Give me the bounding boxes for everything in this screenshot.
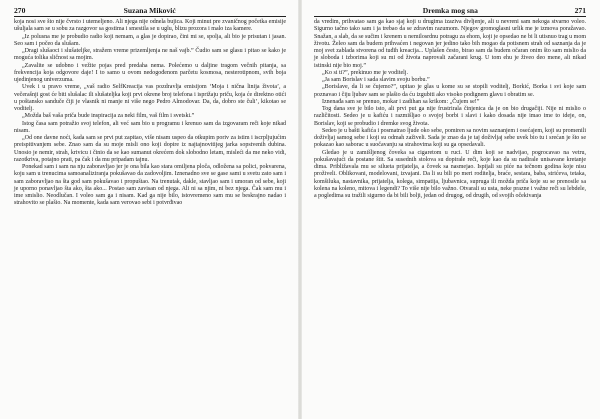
left-running-title: Suzana Miković — [123, 6, 176, 15]
paragraph: koja nosi sve što nije čvrsto i utemeljeno. Ali njega nije odnela bujica. Koji minut pre zvaničnog početka emisije ušuljala sam se u sobu za razgovor sa gostima i smestila se u uglu, blizu prozora i malo iza kamerе. — [14, 19, 286, 33]
left-body-text — [14, 19, 286, 208]
right-body-text — [314, 19, 586, 200]
paragraph: „Ja sam Borislav i sada slavim svoju borbu.” — [322, 77, 430, 83]
paragraph: „Borislave, da li se čujemo?”, upitao je glas u kome su se stopili voditelj, Borkić, Borka i svi koje sam poznavao i čiju ljubav sam se plašio da ću izgubiti ako visoko podignem glavu i obratim se. — [314, 84, 586, 98]
paragraph: Gledao je u zamišljenog čoveka sa cigaretom u ruci. U dim koji se nadvijao, pogrocavao na vetru, pokušavajući da postane štit. Sa susednih stolova su dopirale reči, koje kao da su nadirale unisavane kretanje dima. Približavala mu se silueta prijatelja, a čovek sa nasmejao. Ispijali su piće na tečnom godina koje nisu proživeli. Oblikovani, modelovani, izvajani. Da li su bili po meri roditelja, braće, sestara, baba, strićeva, tetaka, komšiluka, nastavnika, prijatelja, kolega, simpatija, ljubavnica, supruga ili možda priča koje su se prenosile sa kolena na koleno, mitova i legendi? To više nije bilo važno. Otvarali su usta, neke prazne i važne reči su lebdele, a pogledima su tražili sigurno da bi bili bolji, jedan od drugog, od drugih, od svojih očekivanja — [314, 149, 586, 199]
paragraph: „Iz polusna me je probudio radio koji nemam, a glas je dopirao, čini mi se, spolja, ali bio je prisutan i jasan. Seo sam i počeo da slušam. — [14, 33, 286, 47]
paragraph: „Zavalite se udobno i vežite pojas pred predaha nema. Polećemo u daljine tragom večnih pitanja, sa frekvencija koja odgovore daje! I to samo u ovom nedogođenom parčetu kosmosa, nesterotipnom, svih boja ujedinjenog univerzuma. — [14, 62, 286, 83]
left-running-head — [14, 6, 286, 17]
paragraph: Istog časa sam potražio svoj telefon, ali već sam bio u programu i krenuo sam da izgovaram reči koje nikad nisam. — [14, 120, 286, 134]
left-page — [0, 0, 298, 419]
right-running-head — [314, 6, 586, 17]
paragraph: Uvek i u pravo vreme, „vaš radio SelfKreacija vas pozdravlja emisijom ‘Moja i nična linija života’, a večerašnji gost će biti slušalac ili slušateljka koji prvi okrene broj telefona i isprižaju priču, koja će direktno otići u poštansko sanduče čiji je vlasnik ni manje ni više nego Pedro Almodovar. Da, da, dobro ste čuli’, kikotao se voditelj. — [14, 84, 286, 112]
right-page — [302, 0, 600, 419]
paragraph: „Možda baš vaša priča bude inspiracija za neki film, vaš film i svetski.” — [22, 113, 195, 120]
paragraph: „Od one davne noći, kada sam se prvi put zapitao, više nisam uspeo da otkupim poriv za istim i iscrpljujućim preispitivanjem sebe. Znao sam da su moje misli ono koji dopire iz najtajnovitijeg jarka sopstvenih dubina. Unosio je nemir, strah, krivicu i činio da se kao sumanut okrećem dok slobodno letam, misleći da me neko vidi, razotkriva, potajno prati, pa čak i da mu pripadam tajnu. — [14, 135, 286, 163]
right-running-title: Dremka mog sna — [422, 6, 478, 15]
paragraph: Tog dana sve je bilo isto, ali prvi put ga nije frustrirala činjenica da je on bio drugačiji. Nije ni mislio o različitosti. Sedeo je u kafiću i razmišljao o svojoj borbi i slavi i kako dosada nije imao ime to ideje, on, Borislav, koji se probudio i dremke svog života. — [314, 106, 586, 127]
paragraph: „Dragi slušaoci i slušateljke, stražem vreme prizemljenja ne naš vajb.” Čudio sam se glasu i pitao se kako je moguća tolika sličnost sa mojim. — [14, 48, 286, 62]
paragraph: da vredim, prihvatao sam ga kao sjaj koji u drugima izaziva divljenje, ali u nevreni sam nekoga stvarno voleo. Sigurno tačno tako sam i ja trebao da se zdravim razumom. Njegov gromoglasni urlik me je izmova poražavao. Snažan, a slab, da se sučim i krenem u nemilosrdnu potragu za ehom, koji je opsedao ne bi li utisnuo trag u mom životu. Želeo sam da budem prihvaćen i negovan jer jedino tako bih mogao da potisnem strah od saznanja da je moj svet zablada stvorena od tuđih kreacija... Uplašen često, birao sam da budem očaran onim što sam mislio da je sloboda i izborima koji su mi od života naprovali začarani krug. U tom ehu je živeo deo mene, ali nikad istinski nije bio moj.” — [314, 19, 586, 69]
paragraph: Sedeo je u baštі kafića i posmatrao ljude oko sebe, pomiren sa novim saznanjem i osećajem, koji su promenili doživljaj samog sebe i koji su odmah zaživeli. Sada je znao da je taj doživljaj sebe uvek bio tu i srećan je što se pokazao kao saborac u suočavanju sa strahovima koji su ga opsedavali. — [314, 127, 586, 149]
paragraph: Ponekad sam i sam na nju zaboravljao jer je ona bila kao stara omiljena ploča, odložena sa polici, pokvarena, koju sam u trenucima samoanaliziranja pokušavao da zadovoljim. Iznenadno sve se gase sami u svetu zato sam i sam zaboravljao na šta god sam pokušavao i propuštao. Na trenutak, dakle, stavljao sam i umoran od sebe, koji je uporno ponavljao šta ako, šta ako... Postao sam zavisan od njega. Ali ni sa njim, ni bez njega. Čak sam mu i ime smislio. Neodlučan. I volео sam ga i nisam. Kad ga nije bilo, istovremeno sam mu se beskrajno nadao i strahovito se plašio. Na momente, kada sam verovao sebi i potvrđivao — [14, 164, 286, 207]
left-page-number: 270 — [14, 6, 26, 15]
right-page-number: 271 — [574, 6, 586, 15]
paragraph: Iznenađa sam se prenuo, mokar i zadihan sa krikom: „Čujem se!” — [322, 98, 480, 105]
paragraph: „Ko si ti?”, prekinuo me je voditelj. — [322, 69, 408, 76]
